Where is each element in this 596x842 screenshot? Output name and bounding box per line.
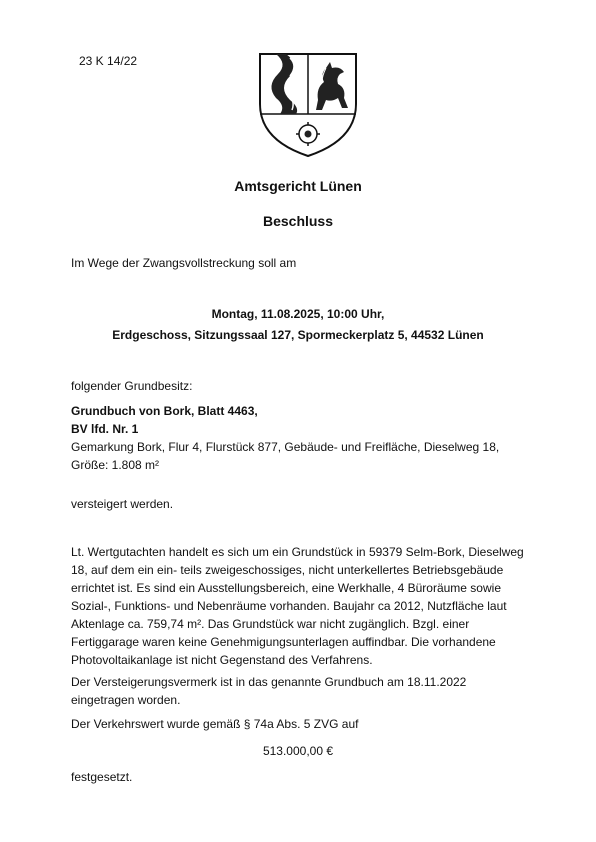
intro-text: Im Wege der Zwangsvollstreckung soll am [71, 256, 297, 270]
gutachten-paragraph [71, 543, 524, 669]
court-title: Amtsgericht Lünen [234, 178, 362, 194]
document-type: Beschluss [262, 213, 334, 229]
auction-date: Montag, 11.08.2025, 10:00 Uhr, [211, 307, 385, 321]
amount: 513.000,00 € [262, 744, 334, 758]
text-line: Photovoltaikanlage ist nicht Gegenstand des Verfahrens. [71, 653, 373, 667]
text-line: 18, auf dem ein ein- teils zweigeschossiges, nicht unterkellertes Betriebsgebäude [71, 563, 504, 577]
text-line: Sozial-, Funktions- und Nebenräume vorhanden. Baujahr ca 2012, Nutzfläche laut [71, 599, 507, 613]
grundbuch: Grundbuch von Bork, Blatt 4463, [71, 404, 258, 418]
festgesetzt-text: festgesetzt. [71, 770, 133, 784]
size-line: Größe: 1.808 m² [71, 458, 160, 472]
vermerk-paragraph [71, 673, 466, 709]
gemarkung-line: Gemarkung Bork, Flur 4, Flurstück 877, Gebäude- und Freifläche, Dieselweg 18, [71, 440, 500, 454]
text-line: eingetragen worden. [71, 693, 181, 707]
property-intro: folgender Grundbesitz: [71, 379, 193, 393]
bv-number: BV lfd. Nr. 1 [71, 422, 139, 436]
text-line: Fertiggarage waren keine Genehmigungsunterlagen auffindbar. Die vorhandene [71, 635, 496, 649]
verkehrswert-text: Der Verkehrswert wurde gemäß § 74a Abs. 5 ZVG auf [71, 717, 359, 731]
text-line: errichtet ist. Es sind ein Ausstellungsbereich, eine Werkhalle, 4 Büroräume sowie [71, 581, 501, 595]
text-line: Lt. Wertgutachten handelt es sich um ein Grundstück in 59379 Selm-Bork, Dieselweg [71, 545, 524, 559]
case-number: 23 K 14/22 [79, 54, 138, 68]
text-line: Der Versteigerungsvermerk ist in das genannte Grundbuch am 18.11.2022 [71, 675, 467, 689]
text-line: Aktenlage ca. 759,74 m². Das Grundstück war nicht zugänglich. Bzgl. einer [71, 617, 470, 631]
coat-of-arms-icon [256, 48, 360, 160]
versteigert-text: versteigert werden. [71, 497, 174, 511]
auction-location: Erdgeschoss, Sitzungssaal 127, Spormeckerplatz 5, 44532 Lünen [112, 328, 484, 342]
